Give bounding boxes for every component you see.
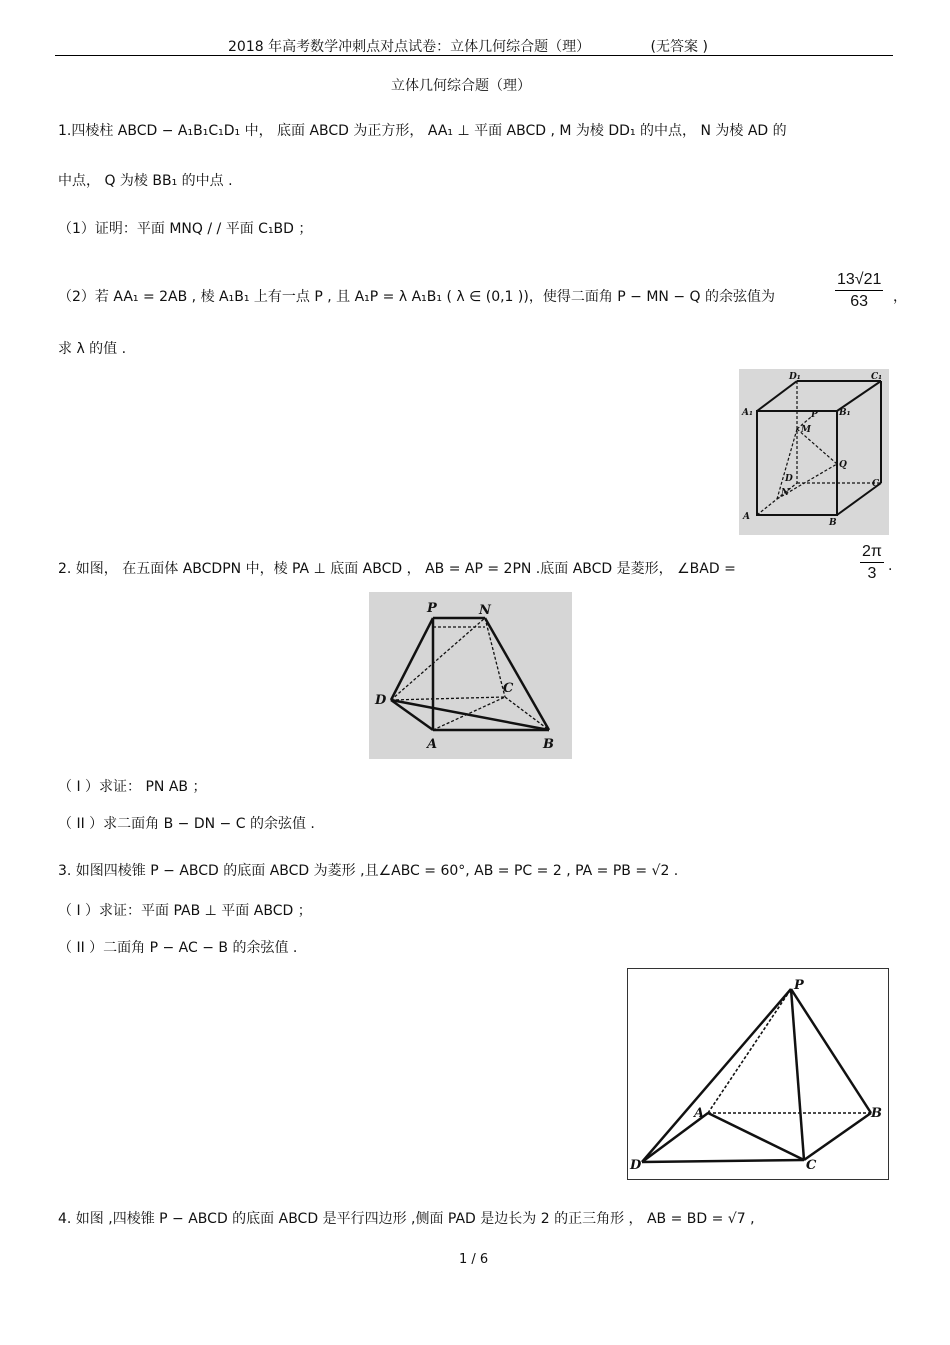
q2-part2: （ II ）求二面角 B − DN − C 的余弦值 .	[58, 816, 315, 832]
fig3-label-d: D	[630, 1158, 642, 1173]
q3-pyramid-figure	[627, 968, 889, 1180]
fig1-label-d1: D₁	[789, 372, 801, 382]
q2-line1: 2. 如图， 在五面体 ABCDPN 中，棱 PA ⊥ 底面 ABCD ， AB = AP = 2PN .底面 ABCD 是菱形， ∠BAD =	[58, 561, 736, 577]
q1-line2: 中点， Q 为棱 BB₁ 的中点 .	[58, 173, 233, 189]
fig1-label-p: P	[811, 410, 818, 420]
header-rule	[55, 55, 893, 56]
q3-part1: （ I ）求证：平面 PAB ⊥ 平面 ABCD ；	[58, 903, 312, 919]
q1-part2-tail: ，	[893, 289, 907, 305]
q2-frac-numerator: 2π	[860, 543, 884, 563]
header-title-text: 2018 年高考数学冲刺点对点试卷：立体几何综合题（理）	[228, 39, 591, 55]
fig1-label-c1: C₁	[871, 372, 883, 382]
q1-frac-denominator: 63	[850, 293, 869, 310]
q1-cosine-fraction	[835, 271, 883, 311]
q1-part1: （1）证明：平面 MNQ / / 平面 C₁BD ；	[58, 221, 313, 237]
fig2-label-c: C	[503, 681, 514, 696]
q2-pentahedron-figure	[369, 592, 572, 759]
q1-prism-figure	[739, 369, 889, 535]
header-note: (无答案 )	[650, 39, 708, 55]
q2-angle-fraction	[860, 543, 884, 583]
fig1-label-a: A	[743, 512, 750, 522]
fig3-label-a: A	[694, 1106, 705, 1121]
fig1-label-c: C	[872, 479, 880, 489]
fig1-label-n: N	[781, 488, 790, 498]
q1-part2-line2: 求 λ 的值 .	[58, 341, 127, 357]
q1-frac-numerator: 13√21	[835, 271, 883, 291]
fig1-label-d: D	[785, 474, 793, 484]
q3-line1: 3. 如图四棱锥 P − ABCD 的底面 ABCD 为菱形 ,且∠ABC = 60°, AB = PC = 2 , PA = PB = √2 .	[58, 863, 679, 879]
fig1-label-b: B	[829, 518, 837, 528]
q4-line1: 4. 如图 ,四棱锥 P − ABCD 的底面 ABCD 是平行四边形 ,侧面 PAD 是边长为 2 的正三角形 ， AB = BD = √7 ,	[58, 1211, 755, 1227]
fig1-label-a1: A₁	[742, 408, 753, 418]
q3-part2: （ II ）二面角 P − AC − B 的余弦值 .	[58, 940, 298, 956]
fig2-label-b: B	[543, 737, 554, 752]
fig3-label-b: B	[871, 1106, 882, 1121]
q2-part1: （ I ）求证： PN AB ；	[58, 779, 207, 795]
fig3-label-p: P	[794, 978, 804, 993]
q1-part2: （2）若 AA₁ = 2AB , 棱 A₁B₁ 上有一点 P , 且 A₁P = λ A₁B₁ ( λ ∈ (0,1 ))，使得二面角 P − MN − Q 的余弦值为	[58, 289, 776, 305]
fig1-label-m: M	[801, 425, 811, 435]
fig2-label-a: A	[427, 737, 438, 752]
fig2-label-d: D	[375, 693, 387, 708]
q1-line1: 1.四棱柱 ABCD − A₁B₁C₁D₁ 中， 底面 ABCD 为正方形， AA₁ ⊥ 平面 ABCD , M 为棱 DD₁ 的中点， N 为棱 AD 的	[58, 123, 787, 139]
header-title	[228, 36, 708, 56]
q2-line1-tail: .	[888, 558, 893, 574]
fig2-label-n: N	[479, 603, 491, 618]
document-title: 立体几何综合题（理）	[391, 78, 531, 94]
fig1-label-q: Q	[839, 460, 847, 470]
page-number: 1 / 6	[459, 1252, 489, 1267]
q2-frac-denominator: 3	[867, 565, 877, 582]
fig3-label-c: C	[806, 1158, 817, 1173]
fig2-label-p: P	[427, 601, 437, 616]
fig1-label-b1: B₁	[839, 408, 851, 418]
